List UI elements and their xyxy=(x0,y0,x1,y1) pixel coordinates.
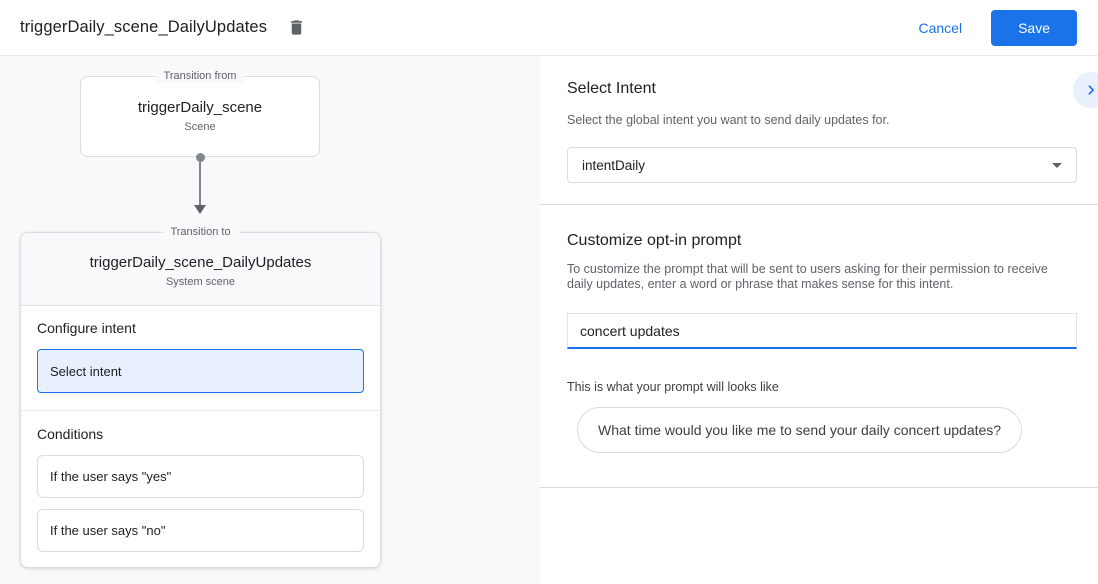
connector-line xyxy=(199,159,201,206)
transition-to-card xyxy=(20,226,381,568)
intent-config-panel xyxy=(540,56,1098,584)
prompt-preview-bubble xyxy=(577,407,1022,453)
customize-prompt-heading: Customize opt-in prompt xyxy=(567,232,742,249)
select-intent-value: Select intent xyxy=(50,363,122,379)
transition-from-legend: Transition from xyxy=(156,70,245,83)
condition-no[interactable] xyxy=(37,509,364,552)
transition-to-header xyxy=(21,226,380,306)
condition-yes[interactable] xyxy=(37,455,364,498)
prompt-preview-label: This is what your prompt will looks like xyxy=(567,380,779,394)
from-scene-type: Scene xyxy=(184,121,216,133)
to-scene-type: System scene xyxy=(165,276,236,288)
select-intent-heading: Select Intent xyxy=(567,80,656,97)
condition-yes-text: If the user says "yes" xyxy=(50,469,172,484)
card-divider xyxy=(21,410,380,411)
page-title: triggerDaily_scene_DailyUpdates xyxy=(20,18,268,36)
chevron-right-icon xyxy=(1081,80,1098,100)
intent-dropdown-value: intentDaily xyxy=(582,157,646,173)
cancel-button[interactable]: Cancel xyxy=(918,19,963,36)
connector-arrowhead-icon xyxy=(194,205,206,214)
transition-to-legend: Transition to xyxy=(162,226,238,239)
customize-prompt-section xyxy=(540,205,1098,488)
main-content xyxy=(0,56,1098,584)
condition-no-text: If the user says "no" xyxy=(50,523,166,538)
customize-prompt-description: To customize the prompt that will be sent to users asking for their permission to receive daily updates, enter a word or phrase that makes sense for this intent. xyxy=(567,262,1048,291)
top-bar xyxy=(0,0,1098,56)
from-scene-name: triggerDaily_scene xyxy=(137,99,263,116)
intent-dropdown[interactable] xyxy=(567,147,1077,183)
opt-in-phrase-input[interactable] xyxy=(567,313,1077,349)
configure-intent-label: Configure intent xyxy=(37,320,136,336)
transition-from-node[interactable] xyxy=(80,70,320,157)
trash-icon xyxy=(287,18,306,37)
conditions-label: Conditions xyxy=(37,426,104,442)
delete-button[interactable] xyxy=(284,16,308,40)
save-button[interactable]: Save xyxy=(991,10,1077,46)
scene-card-body xyxy=(21,306,380,552)
select-intent-section xyxy=(540,56,1098,205)
select-intent-field[interactable] xyxy=(37,349,364,393)
collapse-panel-button[interactable] xyxy=(1073,72,1098,108)
select-intent-description: Select the global intent you want to send daily updates for. xyxy=(567,113,890,127)
to-scene-name: triggerDaily_scene_DailyUpdates xyxy=(89,254,312,271)
dropdown-caret-icon xyxy=(1052,163,1062,168)
prompt-preview-text: What time would you like me to send your daily concert updates? xyxy=(598,422,1002,438)
flow-diagram-panel xyxy=(0,56,540,584)
